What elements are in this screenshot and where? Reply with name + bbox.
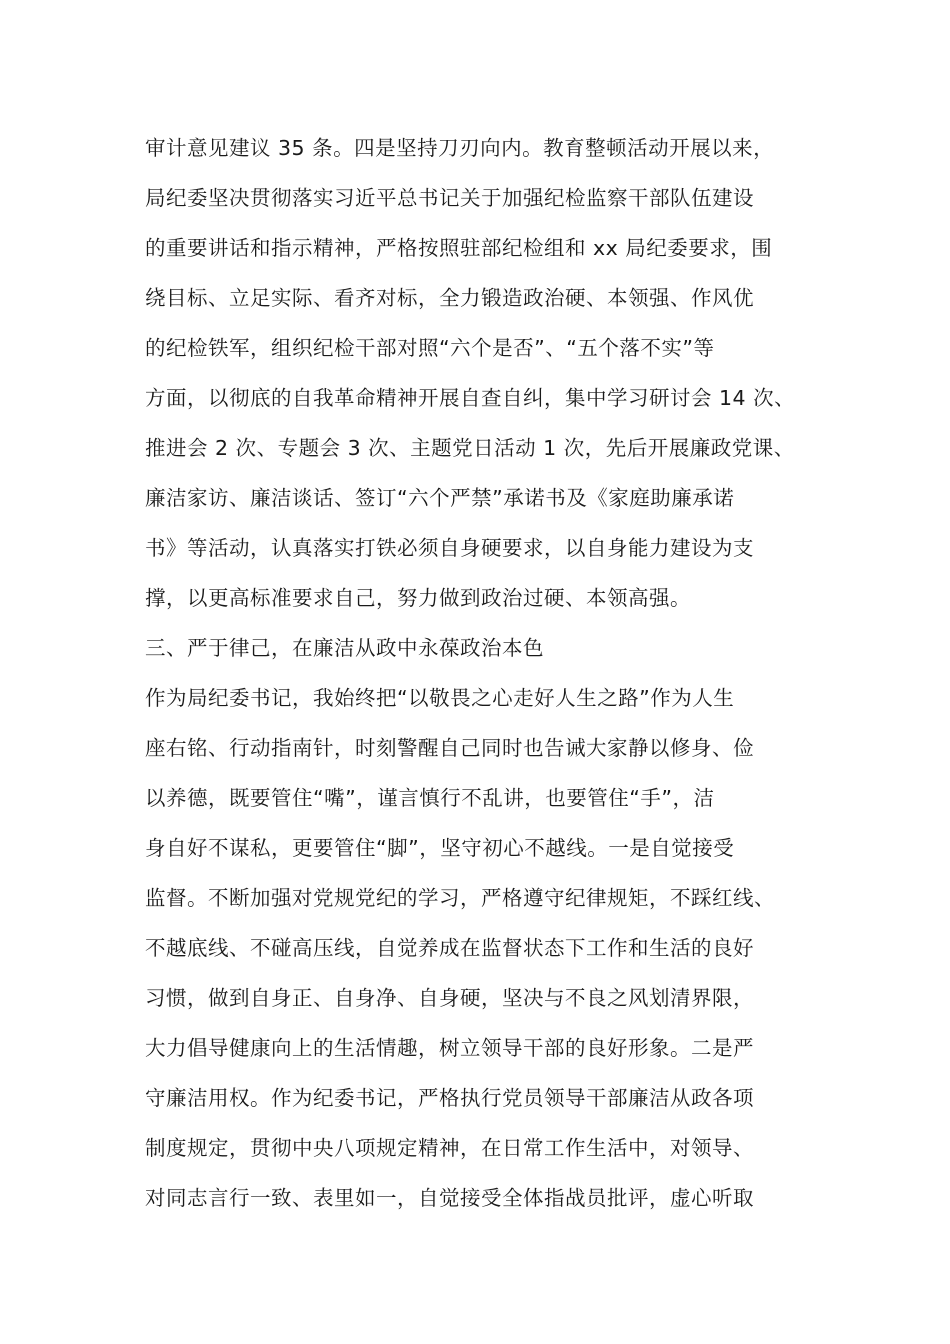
text-line: 廉洁家访、廉洁谈话、签订“六个严禁”承诺书及《家庭助廉承诺 <box>145 486 735 510</box>
text-line: 作为局纪委书记，我始终把“以敬畏之心走好人生之路”作为人生 <box>145 686 735 710</box>
text-line: 守廉洁用权。作为纪委书记，严格执行党员领导干部廉洁从政各项 <box>145 1086 754 1110</box>
text-line: 身自好不谋私，更要管住“脚”，坚守初心不越线。一是自觉接受 <box>145 836 735 860</box>
text-line: 以养德，既要管住“嘴”，谨言慎行不乱讲，也要管住“手”，洁 <box>145 786 715 810</box>
text-line: 的纪检铁军，组织纪检干部对照“六个是否”、“五个落不实”等 <box>145 336 715 360</box>
text-line: 审计意见建议 35 条。四是坚持刀刃向内。教育整顿活动开展以来， <box>145 136 775 160</box>
text-line: 习惯，做到自身正、自身净、自身硬，坚决与不良之风划清界限， <box>145 986 754 1010</box>
text-line: 不越底线、不碰高压线，自觉养成在监督状态下工作和生活的良好 <box>145 936 754 960</box>
text-line: 座右铭、行动指南针，时刻警醒自己同时也告诫大家静以修身、俭 <box>145 736 754 760</box>
body-text <box>145 130 835 1230</box>
text-line: 对同志言行一致、表里如一，自觉接受全体指战员批评，虚心听取 <box>145 1186 754 1210</box>
text-line: 书》等活动，认真落实打铁必须自身硬要求，以自身能力建设为支 <box>145 536 754 560</box>
text-line: 监督。不断加强对党规党纪的学习，严格遵守纪律规矩，不踩红线、 <box>145 886 775 910</box>
text-line: 局纪委坚决贯彻落实习近平总书记关于加强纪检监察干部队伍建设 <box>145 186 754 210</box>
text-line: 大力倡导健康向上的生活情趣，树立领导干部的良好形象。二是严 <box>145 1036 754 1060</box>
text-line: 推进会 2 次、专题会 3 次、主题党日活动 1 次，先后开展廉政党课、 <box>145 436 795 460</box>
text-line: 撑，以更高标准要求自己，努力做到政治过硬、本领高强。 <box>145 586 691 610</box>
section-heading: 三、严于律己，在廉洁从政中永葆政治本色 <box>145 636 544 660</box>
text-line: 绕目标、立足实际、看齐对标，全力锻造政治硬、本领强、作风优 <box>145 286 754 310</box>
text-line: 的重要讲话和指示精神，严格按照驻部纪检组和 xx 局纪委要求，围 <box>145 236 773 260</box>
text-line: 制度规定，贯彻中央八项规定精神，在日常工作生活中，对领导、 <box>145 1136 754 1160</box>
text-line: 方面，以彻底的自我革命精神开展自查自纠，集中学习研讨会 14 次、 <box>145 386 796 410</box>
